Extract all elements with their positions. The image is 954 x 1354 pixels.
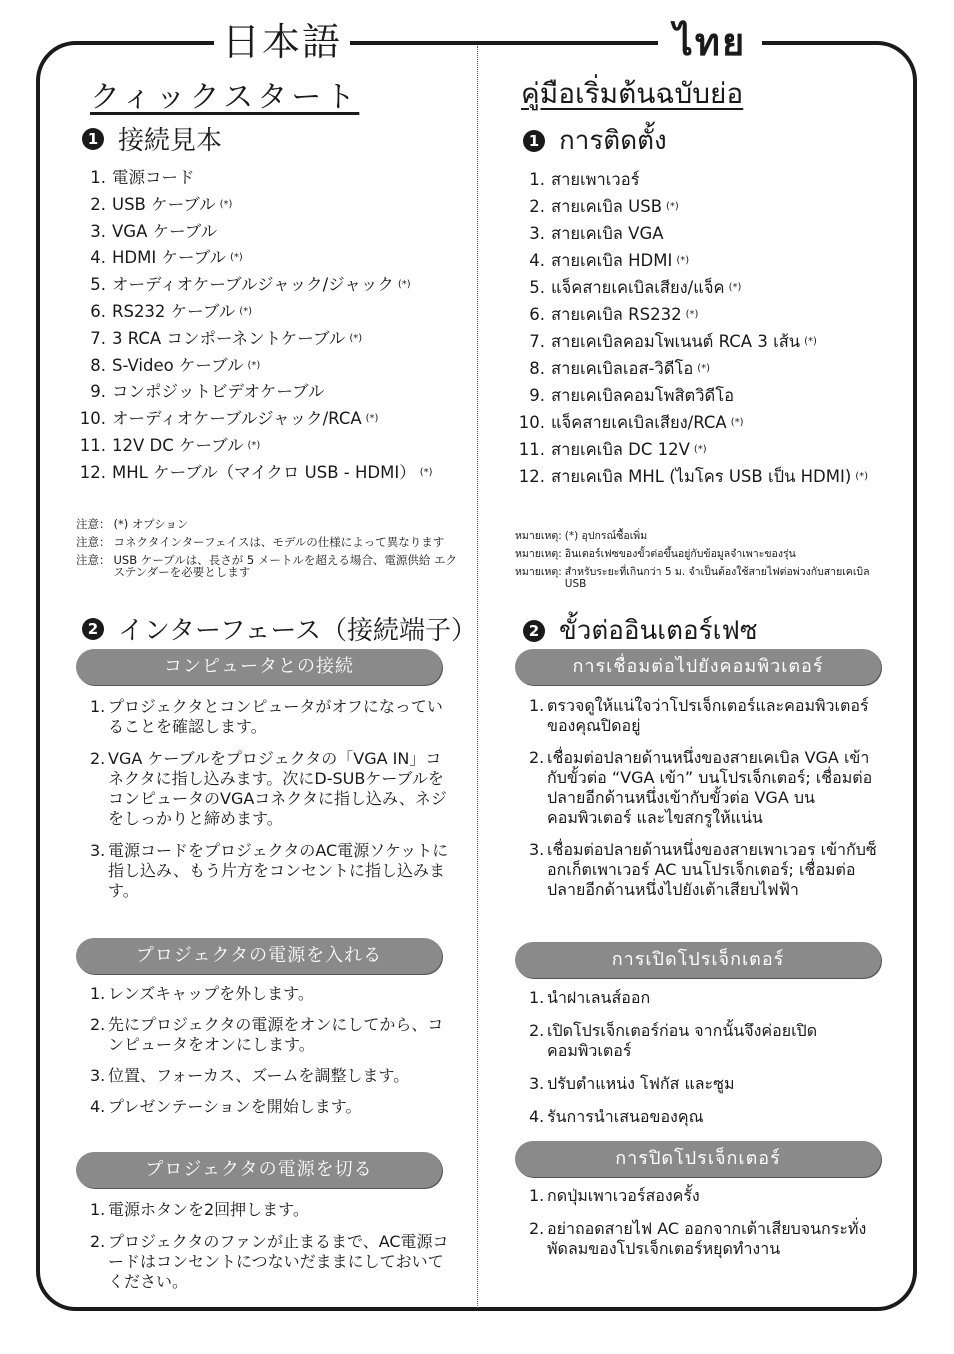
- cable-list: [515, 166, 868, 490]
- note: 注意： コネクタインターフェイスは、モデルの仕様によって異なります: [76, 535, 445, 549]
- step-item: 4. プレゼンテーションを開始します。: [90, 1097, 362, 1116]
- cable-item: 5. แจ็คสายเคเบิลเสียง/แจ็ค (*): [529, 278, 742, 297]
- cable-item: 7. สายเคเบิลคอมโพเนนต์ RCA 3 เส้น (*): [529, 332, 817, 351]
- cable-item: 8. S-Video ケーブル (*): [90, 355, 261, 375]
- step-item: 2. อย่าถอดสายไฟ AC ออกจากเต้าเสียบจนกระทั่งพัดลมของโปรเจ็กเตอร์หยุดทำงาน: [529, 1219, 867, 1258]
- subsection-banner-connect-computer: การเชื่อมต่อไปยังคอมพิวเตอร์: [515, 649, 881, 685]
- step-item: 2. 先にプロジェクタの電源をオンにしてから、コンピュータをオンにします。: [90, 1015, 444, 1054]
- steps-power-on: [529, 988, 884, 1127]
- note: 注意： USB ケーブルは、長さが 5 メートルを超える場合、電源供給 エクステンダーを必要とします: [76, 553, 458, 579]
- step-item: 2. เปิดโปรเจ็กเตอร์ก่อน จากนั้นจึงค่อยเปิดคอมพิวเตอร์: [529, 1021, 818, 1060]
- note: หมายเหตุ: (*) อุปกรณ์ซื้อเพิ่ม: [515, 530, 648, 542]
- cable-item: 4. HDMI ケーブル (*): [90, 248, 243, 268]
- note: หมายเหตุ: อินเตอร์เฟซของขั้วต่อขึ้นอยู่กับข้อมูลจำเพาะของรุ่น: [515, 548, 796, 560]
- step-item: 1. プロジェクタとコンピュータがオフになっていることを確認します。: [90, 697, 443, 736]
- subsection-banner-power-on: プロジェクタの電源を入れる: [76, 938, 442, 974]
- cable-item: 12. สายเคเบิล MHL (ไมโคร USB เป็น HDMI) (*): [518, 467, 869, 486]
- cable-item: 1. 電源コード: [90, 168, 195, 187]
- step-item: 2. เชื่อมต่อปลายด้านหนึ่งของสายเคเบิล VGA เข้ากับขั้วต่อ “VGA เข้า” บนโปรเจ็กเตอร์; เชื่อมต่อปลายอีกด้านหนึ่งเข้ากับขั้วต่อ VGA บนคอมพิวเตอร์ และไขสกรูให้แน่น: [529, 748, 873, 827]
- cable-item: 6. RS232 ケーブル (*): [90, 301, 253, 321]
- note: 注意： (*) オプション: [76, 517, 189, 531]
- steps-power-off: [529, 1186, 884, 1259]
- cable-item: 2. สายเคเบิล USB (*): [529, 197, 679, 216]
- subsection-banner-power-off: การปิดโปรเจ็กเตอร์: [515, 1141, 881, 1177]
- section-heading-interface: [523, 610, 758, 651]
- section-heading-installation: [523, 120, 667, 161]
- notes: [515, 530, 893, 596]
- step-item: 2. プロジェクタのファンが止まるまで、AC電源コードはコンセントにつないだままにしておいてください。: [90, 1232, 449, 1291]
- notes: [76, 518, 464, 584]
- section-number-2: 2: [523, 620, 545, 642]
- step-item: 3. 位置、フォーカス、ズームを調整します。: [90, 1066, 410, 1085]
- section-number-1: 1: [523, 130, 545, 152]
- section-heading-connection: [82, 120, 222, 157]
- quick-start-title: クィックスタート: [90, 80, 360, 115]
- steps-power-on: [90, 984, 450, 1117]
- cable-item: 1. สายเพาเวอร์: [529, 170, 640, 189]
- cable-item: 3. สายเคเบิล VGA: [529, 224, 664, 243]
- subsection-banner-connect-computer: コンピュータとの接続: [76, 649, 442, 685]
- section-title: ขั้วต่ออินเตอร์เฟซ: [559, 616, 758, 646]
- steps-power-off: [90, 1200, 450, 1292]
- cable-item: 12. MHL ケーブル（マイクロ USB - HDMI） (*): [79, 462, 433, 482]
- step-item: 3. เชื่อมต่อปลายด้านหนึ่งของสายเพาเวอร เข้ากับซ็อกเก็ตเพาเวอร์ AC บนโปรเจ็กเตอร์; เชื่อมต่อปลายอีกด้านหนึ่งไปยังเต้าเสียบไฟฟ้า: [529, 840, 877, 899]
- cable-item: 6. สายเคเบิล RS232 (*): [529, 305, 699, 324]
- step-item: 1. 電源ホタンを2回押します。: [90, 1200, 309, 1219]
- cable-list: [76, 165, 433, 487]
- step-item: 1. ตรวจดูให้แน่ใจว่าโปรเจ็กเตอร์และคอมพิวเตอร์ของคุณปิดอยู่: [529, 696, 869, 735]
- subsection-banner-power-off: プロジェクタの電源を切る: [76, 1152, 442, 1188]
- steps-connect-computer: [90, 697, 450, 901]
- subsection-banner-power-on: การเปิดโปรเจ็กเตอร์: [515, 942, 881, 978]
- step-item: 1. レンズキャップを外します。: [90, 984, 314, 1003]
- section-number-2: 2: [82, 618, 104, 640]
- section-heading-interface: [82, 610, 477, 647]
- cable-item: 9. コンポジットビデオケーブル: [90, 382, 325, 402]
- section-title: การติดตั้ง: [559, 126, 667, 156]
- cable-item: 10. オーディオケーブルジャック/RCA (*): [79, 409, 379, 429]
- language-tab-thai: ไทย: [658, 14, 762, 70]
- step-item: 3. ปรับตำแหน่ง โฟกัส และซูม: [529, 1074, 735, 1093]
- cable-item: 11. 12V DC ケーブル (*): [79, 435, 261, 455]
- cable-item: 4. สายเคเบิล HDMI (*): [529, 251, 690, 270]
- cable-item: 5. オーディオケーブルジャック/ジャック (*): [90, 275, 411, 295]
- cable-item: 8. สายเคเบิลเอส-วิดีโอ (*): [529, 359, 711, 378]
- cable-item: 10. แจ็คสายเคเบิลเสียง/RCA (*): [518, 413, 744, 432]
- note: หมายเหตุ: สำหรับระยะที่เกินกว่า 5 ม. จำเป็นต้องใช้สายไฟต่อพ่วงกับสายเคเบิล USB: [515, 566, 870, 590]
- steps-connect-computer: [529, 696, 884, 900]
- language-tab-japanese: 日本語: [214, 14, 350, 70]
- quick-start-title: คู่มือเริ่มต้นฉบับย่อ: [521, 77, 744, 110]
- section-number-1: 1: [82, 128, 104, 150]
- cable-item: 7. 3 RCA コンポーネントケーブル (*): [90, 328, 363, 348]
- column-divider: [477, 46, 478, 1308]
- cable-item: 9. สายเคเบิลคอมโพสิตวิดีโอ: [529, 386, 735, 405]
- cable-item: 2. USB ケーブル (*): [90, 194, 233, 214]
- step-item: 1. กดปุ่มเพาเวอร์สองครั้ง: [529, 1186, 700, 1205]
- step-item: 4. รันการนำเสนอของคุณ: [529, 1107, 704, 1126]
- section-title: 接続見本: [118, 126, 223, 156]
- step-item: 3. 電源コードをプロジェクタのAC電源ソケットに指し込み、もう片方をコンセントに指し込みます。: [90, 841, 449, 900]
- cable-item: 11. สายเคเบิล DC 12V (*): [518, 440, 707, 459]
- cable-item: 3. VGA ケーブル: [90, 221, 218, 241]
- section-title: インターフェース（接続端子）: [118, 616, 478, 646]
- step-item: 1. นำฝาเลนส์ออก: [529, 988, 651, 1007]
- step-item: 2. VGA ケーブルをプロジェクタの「VGA IN」コネクタに指し込みます。次にD-SUBケーブルをコンピュータのVGAコネクタに指し込み、ネジをしっかりと締めます。: [90, 749, 447, 828]
